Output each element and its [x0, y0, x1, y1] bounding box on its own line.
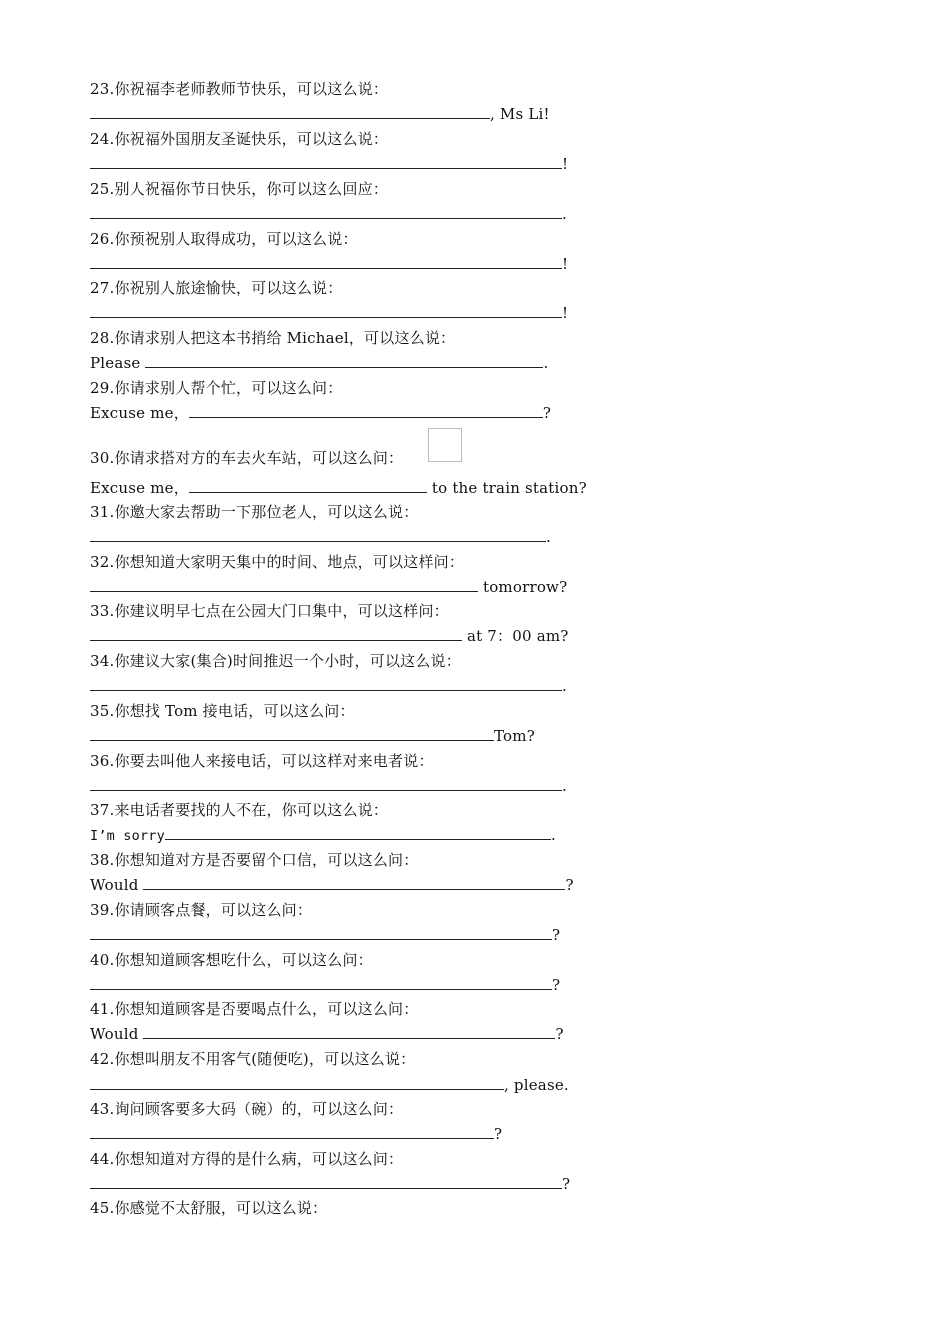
answer-prefix: Would — [90, 1025, 144, 1043]
answer-blank[interactable] — [90, 104, 490, 119]
answer-line — [90, 577, 567, 597]
answer-prefix: Please — [90, 354, 146, 372]
answer-line — [90, 925, 560, 945]
answer-prefix: Would — [90, 876, 144, 894]
answer-blank[interactable] — [189, 478, 427, 493]
answer-suffix: ! — [562, 255, 569, 273]
question-prompt: 31.你邀大家去帮助一下那位老人，可以这么说： — [90, 503, 419, 521]
question-prompt: 41.你想知道顾客是否要喝点什么，可以这么问： — [90, 1000, 419, 1018]
question-prompt: 40.你想知道顾客想吃什么，可以这么问： — [90, 951, 373, 969]
answer-blank[interactable] — [90, 1124, 494, 1139]
question-prompt: 39.你请顾客点餐，可以这么问： — [90, 901, 313, 919]
answer-blank[interactable] — [143, 875, 565, 890]
answer-line — [90, 626, 569, 646]
answer-line — [90, 353, 548, 373]
answer-suffix: ? — [552, 926, 561, 944]
question-prompt: 27.你祝别人旅途愉快，可以这么说： — [90, 279, 343, 297]
answer-suffix: ! — [562, 304, 569, 322]
answer-prefix: I’m sorry — [90, 828, 165, 844]
question-prompt: 23.你祝福李老师教师节快乐，可以这么说： — [90, 80, 389, 98]
answer-suffix: . — [543, 354, 549, 372]
answer-suffix: to the train station? — [426, 479, 587, 497]
answer-suffix: ? — [562, 1175, 571, 1193]
question-prompt: 43.询问顾客要多大码（碗）的，可以这么问： — [90, 1100, 404, 1118]
answer-blank[interactable] — [90, 726, 494, 741]
question-prompt: 28.你请求别人把这本书捎给 Michael，可以这么说： — [90, 329, 456, 347]
empty-checkbox[interactable] — [428, 428, 462, 462]
answer-blank[interactable] — [90, 975, 552, 990]
answer-line — [90, 254, 568, 274]
answer-blank[interactable] — [90, 776, 562, 791]
answer-line — [90, 726, 535, 746]
question-prompt: 44.你想知道对方得的是什么病，可以这么问： — [90, 1150, 404, 1168]
answer-suffix: ? — [565, 876, 574, 894]
answer-blank[interactable] — [90, 254, 562, 269]
answer-prefix: Excuse me， — [90, 479, 189, 497]
answer-line — [90, 527, 551, 547]
question-prompt: 24.你祝福外国朋友圣诞快乐，可以这么说： — [90, 130, 389, 148]
answer-line — [90, 104, 550, 124]
answer-suffix: . — [562, 777, 567, 795]
answer-line — [90, 204, 567, 224]
answer-blank[interactable] — [90, 1174, 562, 1189]
answer-blank[interactable] — [189, 403, 543, 418]
answer-blank[interactable] — [145, 353, 543, 368]
answer-blank[interactable] — [143, 1024, 555, 1039]
answer-line — [90, 875, 574, 895]
answer-suffix: at 7：00 am? — [462, 627, 569, 645]
answer-suffix: Tom? — [494, 727, 535, 745]
answer-suffix: , please. — [504, 1076, 569, 1094]
answer-suffix: . — [550, 826, 556, 844]
answer-blank[interactable] — [90, 1075, 504, 1090]
answer-suffix: . — [562, 677, 567, 695]
question-prompt: 33.你建议明早七点在公园大门口集中，可以这样问： — [90, 602, 449, 620]
answer-blank[interactable] — [90, 527, 546, 542]
answer-suffix: ? — [552, 976, 561, 994]
question-prompt: 30.你请求搭对方的车去火车站，可以这么问： — [90, 449, 404, 467]
answer-prefix: Excuse me， — [90, 404, 189, 422]
question-prompt: 45.你感觉不太舒服，可以这么说： — [90, 1199, 328, 1217]
question-prompt: 26.你预祝别人取得成功，可以这么说： — [90, 230, 358, 248]
answer-line — [90, 676, 567, 696]
question-prompt: 38.你想知道对方是否要留个口信，可以这么问： — [90, 851, 419, 869]
question-prompt: 25.别人祝福你节日快乐，你可以这么回应： — [90, 180, 389, 198]
answer-line — [90, 1024, 564, 1044]
answer-line — [90, 1124, 502, 1144]
answer-blank[interactable] — [90, 626, 462, 641]
answer-suffix: tomorrow? — [478, 578, 568, 596]
answer-suffix: ? — [494, 1125, 503, 1143]
answer-suffix: . — [562, 205, 567, 223]
answer-line — [90, 1075, 569, 1095]
question-prompt: 37.来电话者要找的人不在，你可以这么说： — [90, 801, 389, 819]
answer-blank[interactable] — [90, 154, 562, 169]
answer-suffix: . — [546, 528, 551, 546]
answer-blank[interactable] — [90, 204, 562, 219]
answer-line — [90, 154, 568, 174]
question-prompt: 34.你建议大家(集合)时间推迟一个小时，可以这么说： — [90, 652, 461, 670]
answer-line — [90, 403, 551, 423]
answer-suffix: ? — [542, 404, 552, 422]
answer-suffix: , Ms Li! — [490, 105, 550, 123]
question-prompt: 32.你想知道大家明天集中的时间、地点，可以这样问： — [90, 553, 465, 571]
answer-blank[interactable] — [165, 825, 551, 840]
answer-blank[interactable] — [90, 925, 552, 940]
answer-suffix: ! — [562, 155, 569, 173]
answer-line — [90, 776, 567, 796]
question-prompt: 29.你请求别人帮个忙，可以这么问： — [90, 379, 343, 397]
answer-suffix: ? — [555, 1025, 564, 1043]
question-prompt: 35.你想找 Tom 接电话，可以这么问： — [90, 702, 355, 720]
answer-line — [90, 303, 568, 323]
answer-line — [90, 975, 560, 995]
question-prompt: 42.你想叫朋友不用客气(随便吃)，可以这么说： — [90, 1050, 416, 1068]
answer-blank[interactable] — [90, 676, 562, 691]
answer-line — [90, 1174, 570, 1194]
answer-blank[interactable] — [90, 303, 562, 318]
answer-blank[interactable] — [90, 577, 478, 592]
question-prompt: 36.你要去叫他人来接电话，可以这样对来电者说： — [90, 752, 434, 770]
answer-line — [90, 825, 556, 846]
answer-line — [90, 478, 587, 498]
